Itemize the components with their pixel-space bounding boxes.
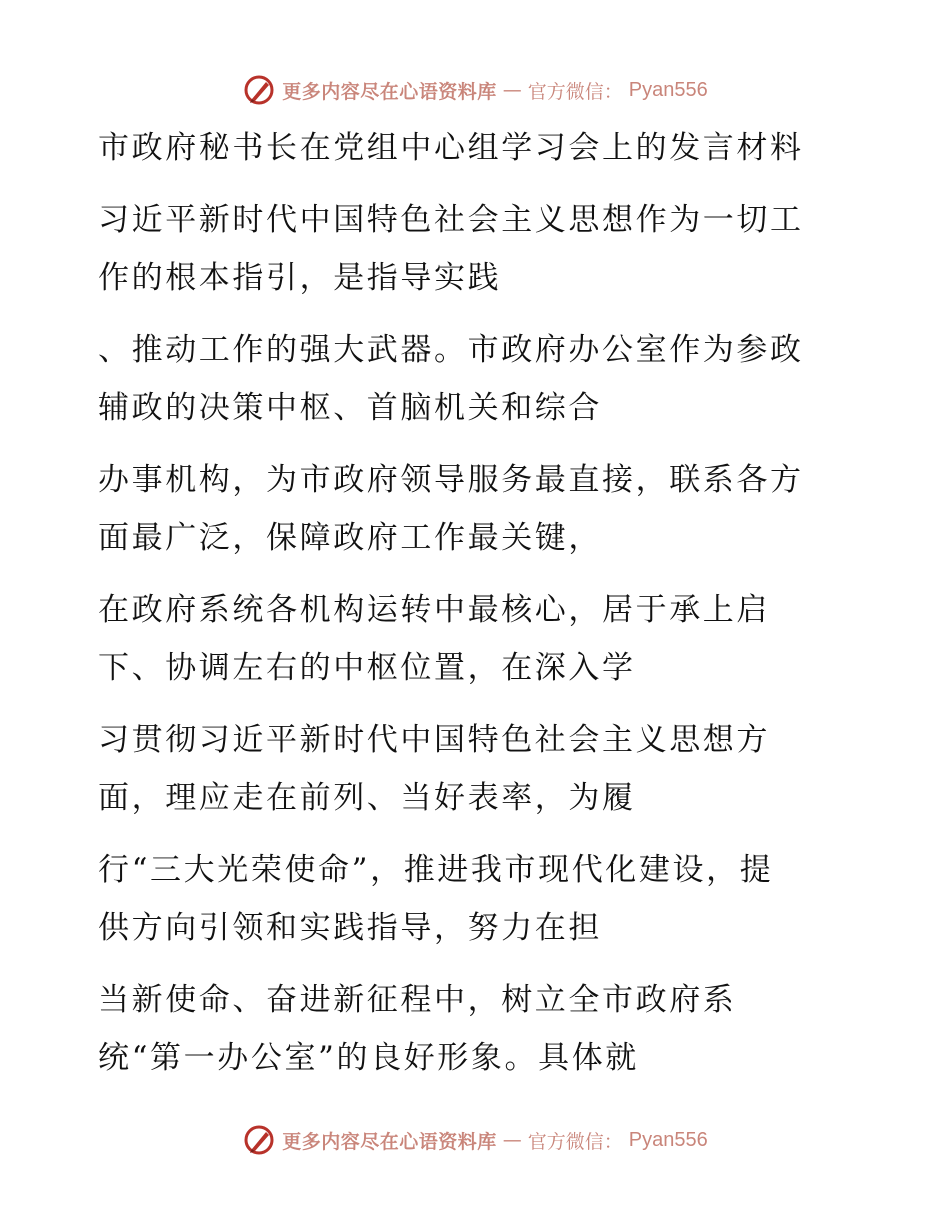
banner-dash: — (502, 1129, 522, 1151)
body-line: 、推动工作的强大武器。市政府办公室作为参政 (98, 332, 804, 368)
document-title: 市政府秘书长在党组中心组学习会上的发言材料 (98, 130, 804, 166)
body-line: 面最广泛，保障政府工作最关键， (98, 520, 602, 556)
banner-slogan: 更多内容尽在心语资料库 (282, 1130, 497, 1153)
body-line: 办事机构，为市政府领导服务最直接，联系各方 (98, 462, 804, 498)
body-line: 习贯彻习近平新时代中国特色社会主义思想方 (98, 722, 770, 758)
body-line: 习近平新时代中国特色社会主义思想作为一切工 (98, 202, 804, 238)
banner-wechat-label: 官方微信： (527, 1130, 623, 1153)
pen-logo-icon (242, 1123, 276, 1157)
banner-wechat-id: Pyan556 (628, 78, 708, 101)
body-line: 作的根本指引，是指导实践 (98, 260, 502, 296)
body-line: 在政府系统各机构运转中最核心，居于承上启 (98, 592, 770, 628)
body-line: 统“第一办公室”的良好形象。具体就 (98, 1040, 639, 1076)
body-line: 辅政的决策中枢、首脑机关和综合 (98, 390, 602, 426)
banner-dash: — (502, 79, 522, 101)
body-line: 行“三大光荣使命”，推进我市现代化建设，提 (98, 852, 774, 888)
header-banner (0, 70, 950, 110)
banner-wechat-id: Pyan556 (628, 1128, 708, 1151)
footer-banner (0, 1120, 950, 1160)
pen-logo-icon (242, 73, 276, 107)
body-line: 当新使命、奋进新征程中，树立全市政府系 (98, 982, 737, 1018)
body-line: 面，理应走在前列、当好表率，为履 (98, 780, 636, 816)
body-line: 下、协调左右的中枢位置，在深入学 (98, 650, 636, 686)
banner-slogan: 更多内容尽在心语资料库 (282, 80, 497, 103)
body-line: 供方向引领和实践指导，努力在担 (98, 910, 602, 946)
banner-wechat-label: 官方微信： (527, 80, 623, 103)
